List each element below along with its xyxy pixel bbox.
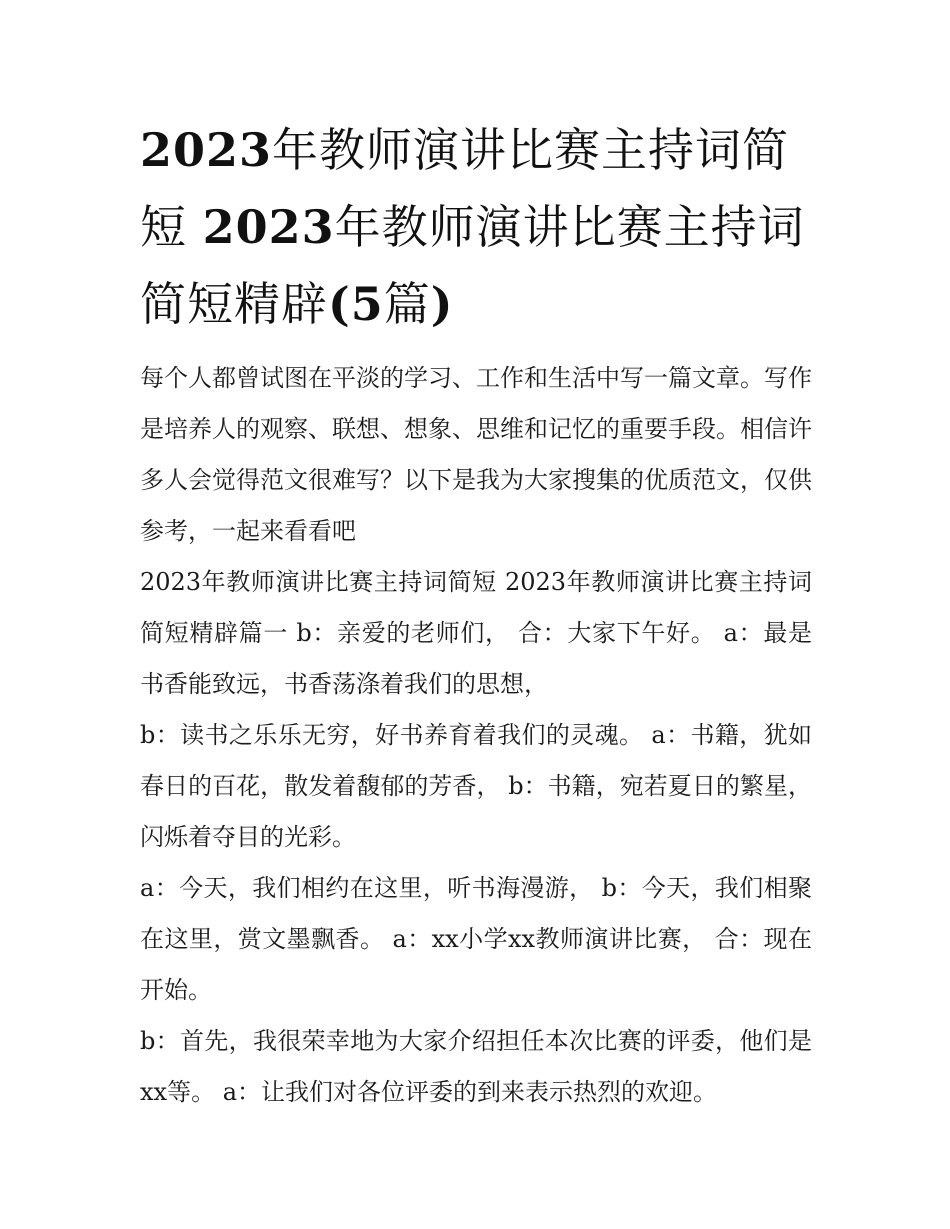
intro-paragraph: 每个人都曾试图在平淡的学习、工作和生活中写一篇文章。写作是培养人的观察、联想、想象、思维和记忆的重要手段。相信许多人会觉得范文很难写？以下是我为大家搜集的优质范文，仅供参考，一起来看看吧	[140, 364, 812, 545]
body-paragraph-3: a：今天，我们相约在这里，听书海漫游， b：今天，我们相聚在这里，赏文墨飘香。 a：xx小学xx教师演讲比赛， 合：现在开始。	[140, 874, 812, 1004]
body-paragraph-4: b：首先，我很荣幸地为大家介绍担任本次比赛的评委，他们是xx等。 a：让我们对各位评委的到来表示热烈的欢迎。	[140, 1027, 812, 1106]
body-paragraph-1: 2023年教师演讲比赛主持词简短 2023年教师演讲比赛主持词简短精辟篇一 b：亲爱的老师们， 合：大家下午好。 a：最是书香能致远，书香荡涤着我们的思想，	[140, 568, 812, 698]
document-title: 2023年教师演讲比赛主持词简短 2023年教师演讲比赛主持词简短精辟(5篇)	[140, 123, 805, 331]
body-paragraph-2: b：读书之乐乐无穷，好书养育着我们的灵魂。 a：书籍，犹如春日的百花，散发着馥郁的芳香， b：书籍，宛若夏日的繁星，闪烁着夺目的光彩。	[140, 721, 812, 851]
document-body	[140, 112, 812, 1118]
